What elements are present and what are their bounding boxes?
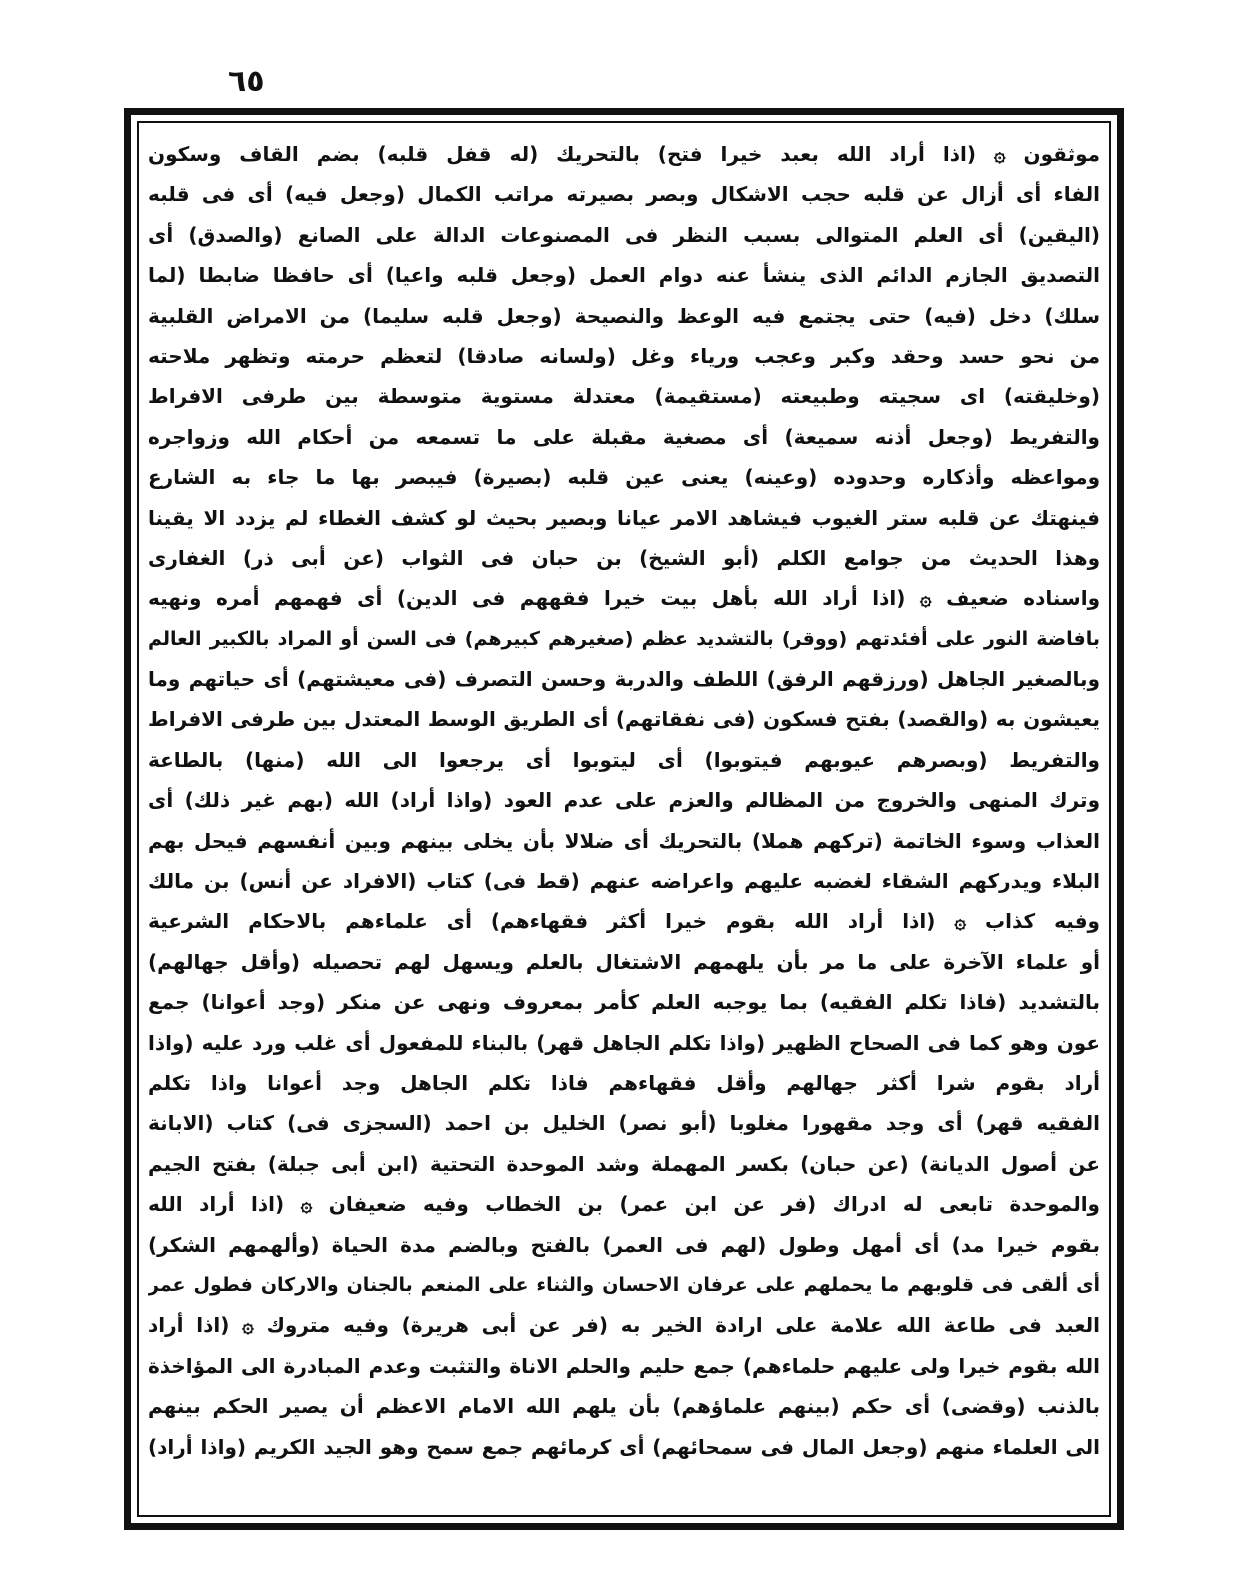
- text-line: (وخليقته) اى سجيته وطبيعته (مستقيمة) معتدلة مستوية متوسطة بين طرفى الافراط: [148, 384, 1100, 409]
- text-line: ومواعظه وأذكاره وحدوده (وعينه) يعنى عين قلبه (بصيرة) فيبصر بها ما جاء به الشارع: [148, 465, 1100, 490]
- text-line: بقوم خيرا مد) أى أمهل وطول (لهم فى العمر) بالفتح وبالضم مدة الحياة (وألهمهم الشكر): [148, 1232, 1100, 1257]
- text-line: موثقون ۞ (اذا أراد الله بعبد خيرا فتح) بالتحريك (له قفل قلبه) بضم القاف وسكون: [148, 142, 1100, 166]
- text-line: أى ألقى فى قلوبهم ما يحملهم على عرفان الاحسان والثناء على المنعم بالجنان والاركان فطول عمر: [148, 1273, 1100, 1296]
- text-line: العذاب وسوء الخاتمة (تركهم هملا) بالتحريك أى ضلالا بأن يخلى بينهم وبين أنفسهم فيحل بهم: [148, 828, 1100, 853]
- text-line: وفيه كذاب ۞ (اذا أراد الله بقوم خيرا أكثر فقهاءهم) أى علماءهم بالاحكام الشرعية: [148, 909, 1100, 934]
- text-line: والتفريط (وجعل أذنه سميعة) أى مصغية مقبلة على ما تسمعه من أحكام الله وزواجره: [148, 424, 1100, 449]
- text-line: بالذنب (وقضى) أى حكم (بينهم علماؤهم) بأن يلهم الله الامام الاعظم أن يصير الحكم بينهم: [148, 1394, 1100, 1419]
- text-line: واسناده ضعيف ۞ (اذا أراد الله بأهل بيت خيرا فقههم فى الدين) أى فهمهم أمره ونهيه: [148, 586, 1100, 611]
- text-line: بافاضة النور على أفئدتهم (ووقر) بالتشديد عظم (صغيرهم كبيرهم) فى السن أو المراد بالكبير العالم: [148, 627, 1100, 650]
- text-line: الى العلماء منهم (وجعل المال فى سمحائهم) أى كرمائهم جمع سمح وهو الجيد الكريم (واذا أراد): [148, 1434, 1100, 1459]
- text-line: عون وهو كما فى الصحاح الظهير (واذا تكلم الجاهل قهر) بالبناء للمفعول أى غلب ورد عليه (واذا: [148, 1030, 1100, 1055]
- text-line: والتفريط (وبصرهم عيوبهم فيتوبوا) أى ليتوبوا أى يرجعوا الى الله (منها) بالطاعة: [148, 747, 1100, 772]
- text-line: (اليقين) أى العلم المتوالى بسبب النظر فى المصنوعات الدالة على الصانع (والصدق) أى: [148, 222, 1100, 247]
- text-line: الله بقوم خيرا ولى عليهم حلماءهم) جمع حليم والحلم الاناة والتثبت وعدم المبادرة الى المؤاخذة: [148, 1353, 1100, 1378]
- text-line: والموحدة تابعى له ادراك (فر عن ابن عمر) بن الخطاب وفيه ضعيفان ۞ (اذا أراد الله: [148, 1192, 1100, 1217]
- text-line: وبالصغير الجاهل (ورزقهم الرفق) اللطف والدربة وحسن التصرف (فى معيشتهم) أى حياتهم وما: [148, 667, 1100, 692]
- text-line: البلاء ويدركهم الشقاء لغضبه عليهم واعراضه عنهم (قط فى) كتاب (الافراد عن أنس) بن مالك: [148, 869, 1100, 894]
- text-line: الفقيه قهر) أى وجد مقهورا مغلوبا (أبو نصر) الخليل بن احمد (السجزى فى) كتاب (الابانة: [148, 1111, 1100, 1136]
- text-line: أو علماء الآخرة على ما مر بأن يلهمهم الاشتغال بالعلم ويسهل لهم تحصيله (وأقل جهالهم): [148, 949, 1100, 974]
- text-line: فينهتك عن قلبه ستر الغيوب فيشاهد الامر عيانا وبصير بحيث لو كشف الغطاء لم يزدد الا يقينا: [148, 505, 1100, 530]
- text-line: وترك المنهى والخروج من المظالم والعزم على عدم العود (واذا أراد) الله (بهم غير ذلك) أى: [148, 788, 1100, 813]
- text-line: الفاء أى أزال عن قلبه حجب الاشكال وبصر بصيرته مراتب الكمال (وجعل فيه) أى فى قلبه: [148, 182, 1100, 207]
- text-line: وهذا الحديث من جوامع الكلم (أبو الشيخ) بن حبان فى الثواب (عن أبى ذر) الغفارى: [148, 545, 1100, 570]
- text-line: عن أصول الديانة) (عن حبان) بكسر المهملة وشد الموحدة التحتية (ابن أبى جبلة) بفتح الجيم: [148, 1151, 1100, 1176]
- text-line: يعيشون به (والقصد) بفتح فسكون (فى نفقاتهم) أى الطريق الوسط المعتدل بين طرفى الافراط: [148, 707, 1100, 732]
- text-body: [148, 134, 1100, 1510]
- page-number: ٦٥: [228, 64, 265, 99]
- text-line: سلك) دخل (فيه) حتى يجتمع فيه الوعظ والنصيحة (وجعل قلبه سليما) من الامراض القلبية: [148, 303, 1100, 328]
- text-line: بالتشديد (فاذا تكلم الفقيه) بما يوجبه العلم كأمر بمعروف ونهى عن منكر (وجد أعوانا) جمع: [148, 990, 1100, 1015]
- text-line: التصديق الجازم الدائم الذى ينشأ عنه دوام العمل (وجعل قلبه واعيا) أى حافظا ضابطا (لما: [148, 263, 1100, 288]
- text-line: أراد بقوم شرا أكثر جهالهم وأقل فقهاءهم فاذا تكلم الجاهل وجد أعوانا واذا تكلم: [148, 1070, 1100, 1095]
- text-line: العبد فى طاعة الله علامة على ارادة الخير به (فر عن أبى هريرة) وفيه متروك ۞ (اذا أراد: [148, 1313, 1100, 1338]
- text-line: من نحو حسد وحقد وكبر وعجب ورياء وغل (ولسانه صادقا) لتعظم حرمته وتظهر ملاحته: [148, 343, 1100, 368]
